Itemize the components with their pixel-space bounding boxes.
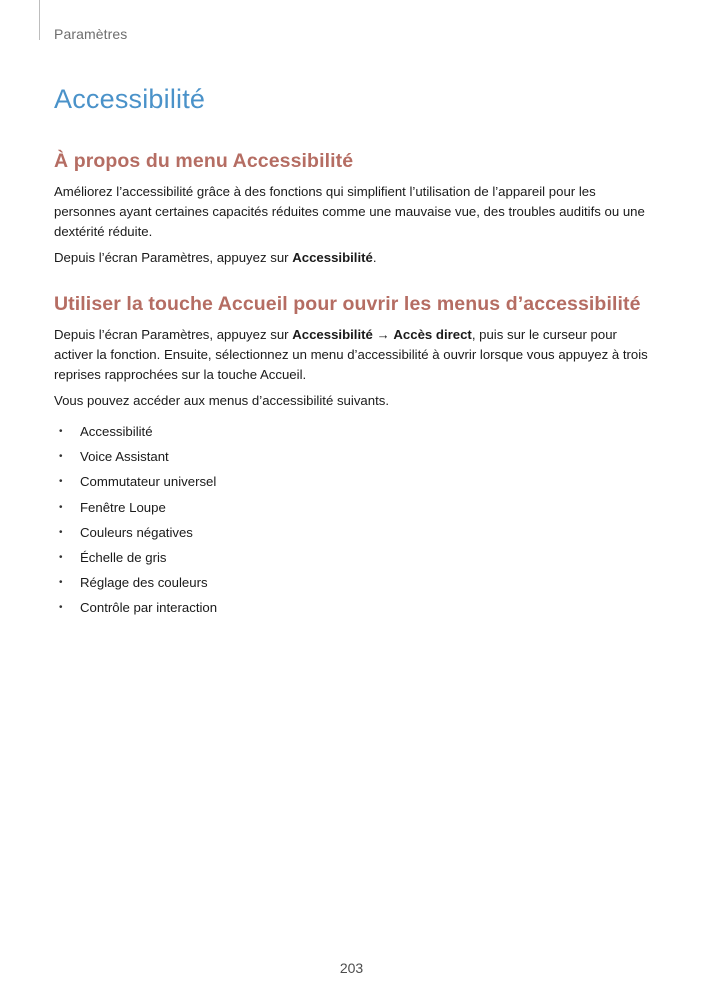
section1-p2-prefix: Depuis l’écran Paramètres, appuyez sur bbox=[54, 250, 293, 265]
bullet-icon: • bbox=[59, 602, 63, 614]
section2-p1-prefix: Depuis l’écran Paramètres, appuyez sur bbox=[54, 327, 293, 342]
list-item-label: Réglage des couleurs bbox=[80, 575, 208, 591]
list-item bbox=[54, 545, 654, 570]
list-item bbox=[54, 444, 654, 469]
header-rule bbox=[39, 0, 40, 40]
section1-paragraph1: Améliorez l’accessibilité grâce à des fonctions qui simplifient l’utilisation de l’appareil pour les personnes ayant certaines capacités réduites comme une mauvaise vue, des troubles auditifs ou une dextérité réduite. bbox=[54, 184, 645, 239]
bullet-icon: • bbox=[59, 552, 63, 564]
section-title-home-key: Utiliser la touche Accueil pour ouvrir les menus d’accessibilité bbox=[54, 293, 641, 315]
bullet-icon: • bbox=[59, 526, 63, 538]
section1-paragraph2 bbox=[54, 248, 654, 268]
bullet-icon: • bbox=[59, 577, 63, 589]
chapter-title: Accessibilité bbox=[54, 84, 206, 114]
list-item-label: Couleurs négatives bbox=[80, 524, 193, 540]
section2-paragraph2: Vous pouvez accéder aux menus d’accessibilité suivants. bbox=[54, 393, 389, 408]
list-item-label: Commutateur universel bbox=[80, 474, 217, 490]
list-item bbox=[54, 570, 654, 595]
list-item bbox=[54, 595, 654, 620]
list-item bbox=[54, 520, 654, 545]
section2-p1-bold2: Accès direct bbox=[393, 327, 472, 342]
list-item bbox=[54, 469, 654, 494]
section2-paragraph1 bbox=[54, 325, 654, 385]
page-content bbox=[54, 80, 654, 621]
list-item bbox=[54, 419, 654, 444]
section1-p2-suffix: . bbox=[372, 250, 377, 265]
list-item-label: Voice Assistant bbox=[80, 449, 169, 465]
running-head: Paramètres bbox=[54, 26, 128, 42]
list-item-label: Fenêtre Loupe bbox=[80, 499, 166, 515]
list-item-label: Accessibilité bbox=[80, 424, 153, 439]
section-title-about: À propos du menu Accessibilité bbox=[54, 150, 354, 172]
section2-p1-bold1: Accessibilité bbox=[292, 327, 373, 342]
page-number: 203 bbox=[339, 960, 364, 976]
section2-p1-suffix: , puis sur le curseur pour activer la fonction. Ensuite, sélectionnez un menu d’accessibilité à ouvrir lorsque vous appuyez à trois reprises rapprochées sur la touche Accueil. bbox=[54, 327, 648, 382]
accessibility-menu-list bbox=[54, 419, 654, 621]
bullet-icon: • bbox=[59, 501, 63, 513]
section1-p2-bold: Accessibilité bbox=[292, 250, 373, 265]
list-item-label: Échelle de gris bbox=[80, 550, 167, 566]
section2-p1-arrow: → bbox=[372, 327, 394, 342]
list-item-label: Contrôle par interaction bbox=[80, 600, 218, 616]
bullet-icon: • bbox=[59, 451, 63, 463]
list-item bbox=[54, 495, 654, 520]
bullet-icon: • bbox=[59, 476, 63, 488]
bullet-icon: • bbox=[59, 426, 63, 437]
